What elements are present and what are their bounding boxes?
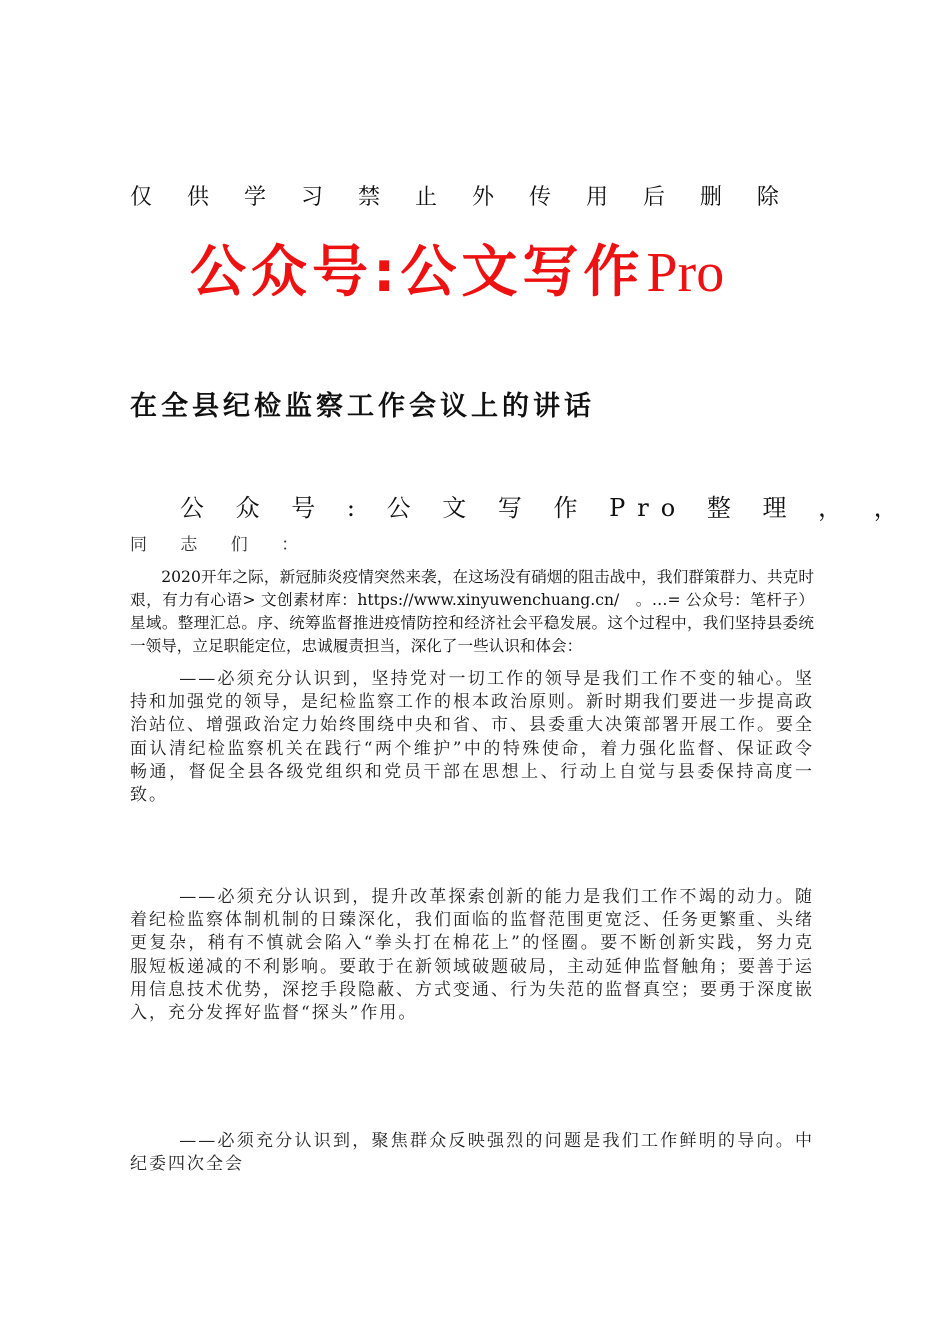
usage-notice: 仅 供 学 习 禁 止 外 传 用 后 删 除 bbox=[130, 185, 793, 210]
brand-name-pro: Pro bbox=[646, 242, 725, 304]
intro-paragraph: 2020开年之际，新冠肺炎疫情突然来袭，在这场没有硝烟的阻击战中，我们群策群力、共克时艰，有力有心语> 文创素材库：https://www.xinyuwenchuang.cn/ 。…= 公众号：笔杆子）星域。整理汇总。序、统筹监督推进疫情防控和经济社会平稳发展。这个过程中，我们坚持县委统一领导，立足职能定位，忠诚履责担当，深化了一些认识和体会： bbox=[130, 568, 814, 655]
salutation: 同 志 们 ： bbox=[130, 535, 313, 555]
body-paragraph-1: ——必须充分认识到，坚持党对一切工作的领导是我们工作不变的轴心。坚持和加强党的领导，是纪检监察工作的根本政治原则。新时期我们要进一步提高政治站位、增强政治定力始终围绕中央和省、市、县委重大决策部署开展工作。要全面认清纪检监察机关在践行“两个维护”中的特殊使命，着力强化监督、保证政令畅通，督促全县各级党组织和党员干部在思想上、行动上自觉与县委保持高度一致。 bbox=[130, 669, 814, 806]
brand-banner bbox=[190, 228, 725, 305]
body-paragraph-3: ——必须充分认识到，聚焦群众反映强烈的问题是我们工作鲜明的导向。中纪委四次全会 bbox=[130, 1131, 814, 1175]
body-paragraph-2: ——必须充分认识到，提升改革探索创新的能力是我们工作不竭的动力。随着纪检监察体制机制的日臻深化，我们面临的监督范围更宽泛、任务更繁重、头绪更复杂，稍有不慎就会陷入“拳头打在棉花上”的怪圈。要不断创新实践，努力克服短板递减的不利影响。要敢于在新领域破题破局，主动延伸监督触角；要善于运用信息技术优势，深挖手段隐蔽、方式变通、行为失范的监督真空；要勇于深度嵌入，充分发挥好监督“探头”作用。 bbox=[130, 887, 814, 1024]
document-title: 在全县纪检监察工作会议上的讲话 bbox=[130, 391, 595, 422]
source-line: 公 众 号 : 公 文 写 作 Pro 整 理 ， ， bbox=[180, 494, 910, 522]
brand-name-chinese: 公众号:公文写作 bbox=[190, 240, 645, 305]
